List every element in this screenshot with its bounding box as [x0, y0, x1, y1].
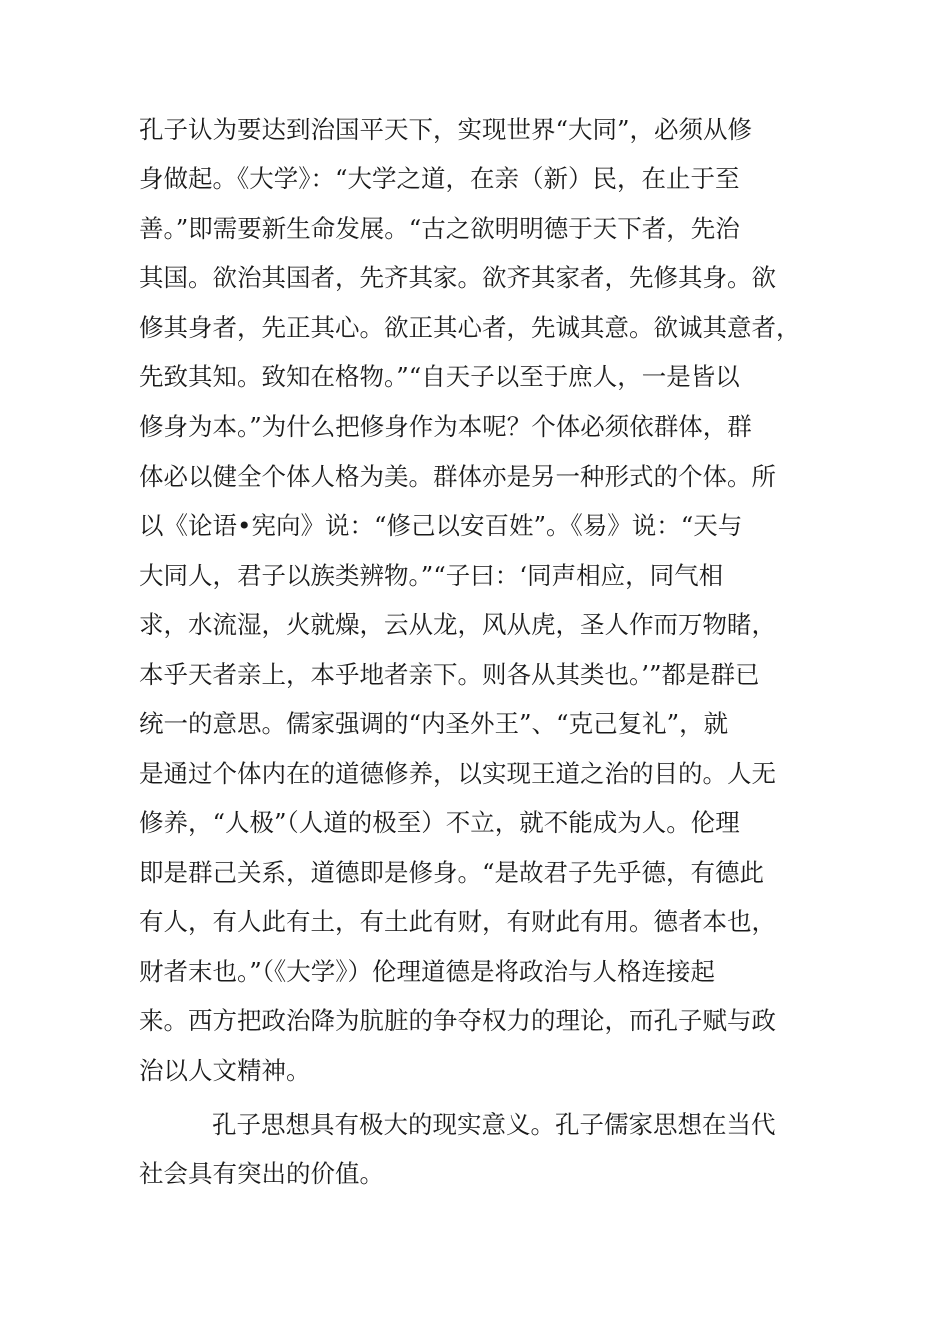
text-line: 统一的意思。儒家强调的“内圣外王”、“克己复礼”，就: [139, 709, 729, 738]
text-line: 体必以健全个体人格为美。群体亦是另一种形式的个体。所: [139, 462, 776, 491]
text-line: 有人，有人此有土，有土此有财，有财此有用。德者本也，: [139, 907, 776, 936]
text-line: 以《论语•宪向》说：“修己以安百姓”。《易》说：“天与: [139, 511, 743, 540]
text-line: 社会具有突出的价值。: [139, 1159, 384, 1188]
text-line: 孔子认为要达到治国平天下，实现世界“大同”，必须从修: [139, 115, 753, 144]
text-line: 财者末也。”（《大学》）伦理道德是将政治与人格连接起: [139, 957, 716, 986]
text-line: 修其身者，先正其心。欲正其心者，先诚其意。欲诚其意者，: [139, 313, 801, 342]
text-line: 孔子思想具有极大的现实意义。孔子儒家思想在当代: [212, 1110, 776, 1139]
text-line: 身做起。《大学》：“大学之道，在亲（新）民，在止于至: [139, 164, 740, 193]
text-line: 本乎天者亲上，本乎地者亲下。则各从其类也。’”都是群已: [139, 660, 760, 689]
text-line: 即是群己关系，道德即是修身。“是故君子先乎德，有德此: [139, 858, 765, 887]
text-line: 是通过个体内在的道德修养，以实现王道之治的目的。人无: [139, 759, 776, 788]
text-line: 修养，“人极”（人道的极至）不立，就不能成为人。伦理: [139, 808, 740, 837]
text-line: 来。西方把政治降为肮脏的争夺权力的理论，而孔子赋与政: [139, 1006, 776, 1035]
text-line: 其国。欲治其国者，先齐其家。欲齐其家者，先修其身。欲: [139, 263, 776, 292]
text-line: 治以人文精神。: [139, 1056, 311, 1085]
text-line: 大同人，君子以族类辨物。”“子曰：‘同声相应，同气相: [139, 561, 724, 590]
text-line: 修身为本。”为什么把修身作为本呢？个体必须依群体，群: [139, 412, 752, 441]
text-line: 善。”即需要新生命发展。“古之欲明明德于天下者，先治: [139, 214, 740, 243]
text-line: 求，水流湿，火就燥，云从龙，风从虎，圣人作而万物睹，: [139, 610, 776, 639]
text-line: 先致其知。致知在格物。”“自天子以至于庶人，一是皆以: [139, 362, 740, 391]
